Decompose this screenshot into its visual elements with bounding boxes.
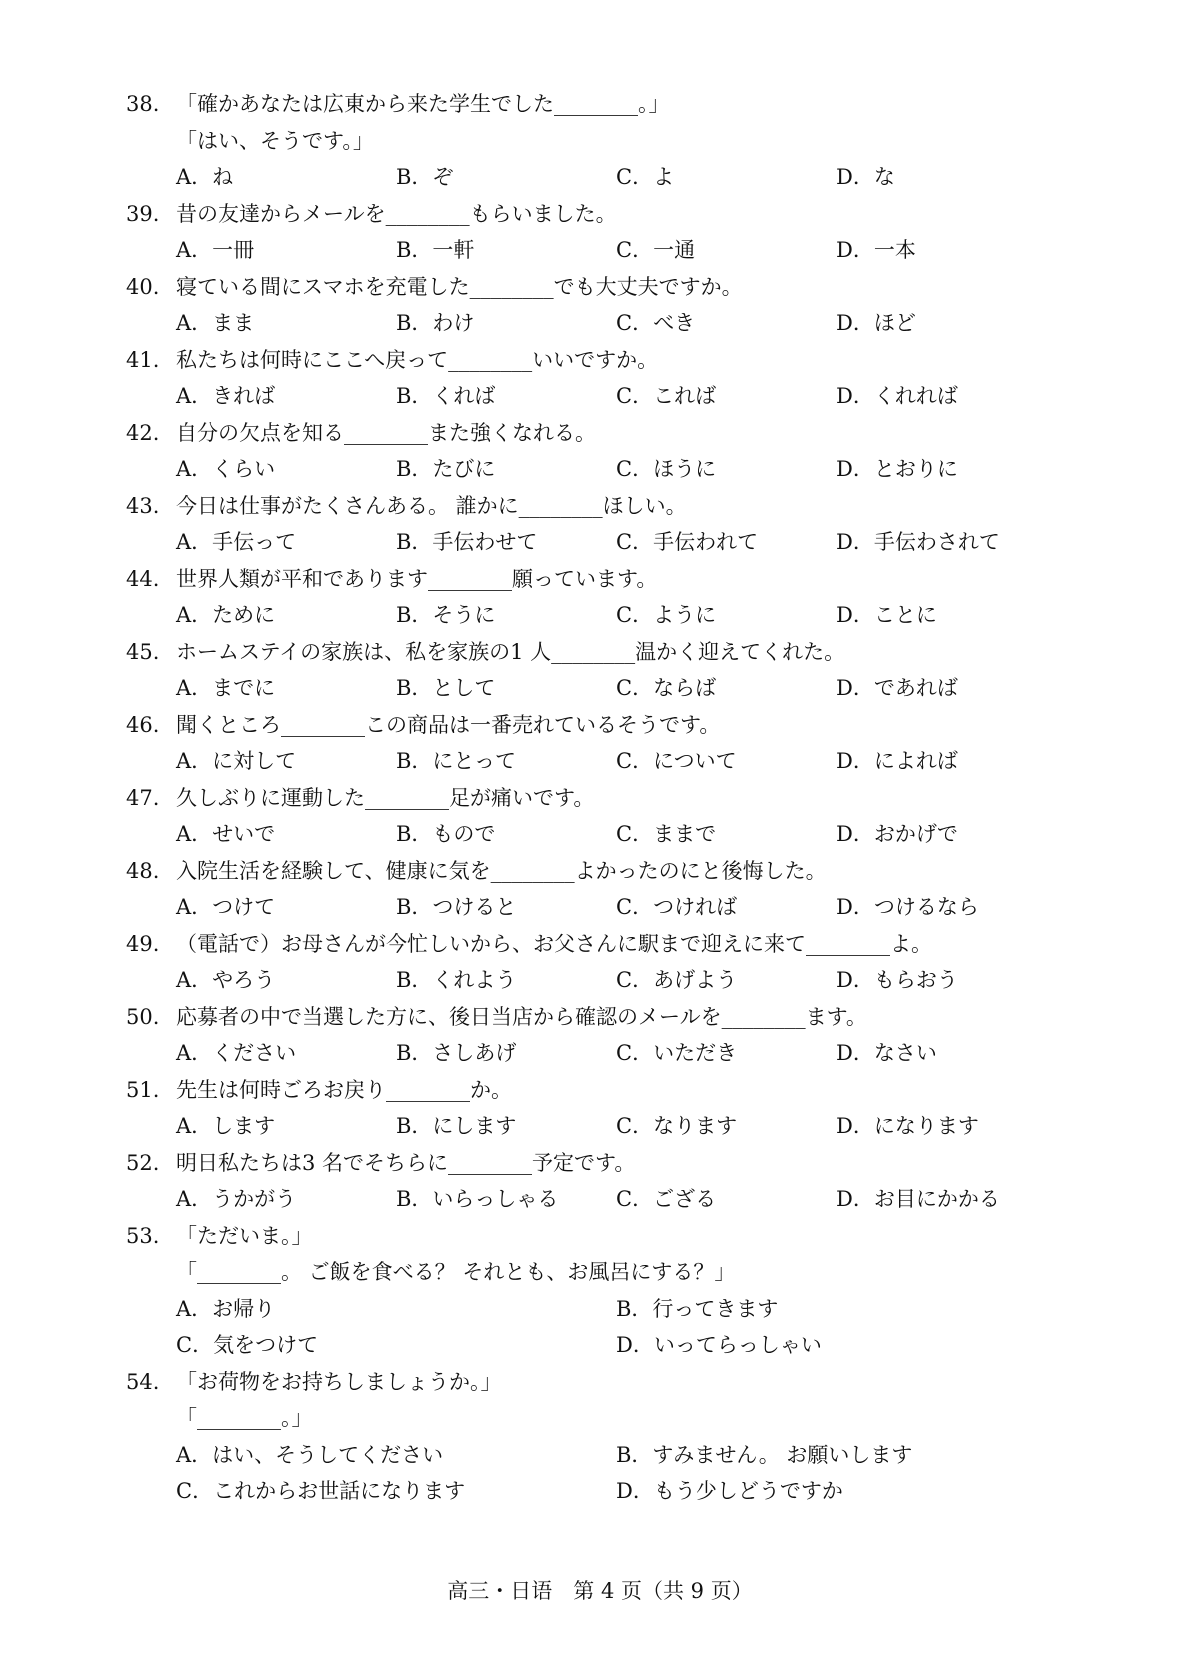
answer-option[interactable]: C．これからお世話になります xyxy=(176,1479,466,1503)
answer-option[interactable]: A．つけて xyxy=(176,895,276,919)
question-stem xyxy=(126,89,670,119)
answer-option[interactable]: C．つければ xyxy=(616,895,738,919)
answer-option[interactable]: B．つけると xyxy=(396,895,517,919)
answer-option[interactable]: B．わけ xyxy=(396,311,475,335)
question-text: 聞くところ________この商品は一番売れているそうです。 xyxy=(176,713,721,737)
options-row xyxy=(0,892,1200,922)
options-row xyxy=(0,1330,1200,1360)
answer-option[interactable]: D．もらおう xyxy=(836,968,958,992)
options-row xyxy=(0,965,1200,995)
answer-option[interactable]: B．くれば xyxy=(396,384,496,408)
options-row xyxy=(0,454,1200,484)
answer-option[interactable]: D．手伝わされて xyxy=(836,530,1000,554)
question-text: 私たちは何時にここへ戻って________いいですか。 xyxy=(176,348,659,372)
question-text: 久しぶりに運動した________足が痛いです。 xyxy=(176,786,595,810)
answer-option[interactable]: C．手伝われて xyxy=(616,530,759,554)
question-text: 先生は何時ごろお戻り________か。 xyxy=(176,1078,512,1102)
answer-option[interactable]: D．によれば xyxy=(836,749,958,773)
question-text: （電話で）お母さんが今忙しいから、お父さんに駅まで迎えに来て________よ。 xyxy=(176,932,932,956)
answer-option[interactable]: D．ことに xyxy=(836,603,937,627)
answer-option[interactable]: B．にします xyxy=(396,1114,517,1138)
page-footer: 高三・日语 第 4 页（共 9 页） xyxy=(447,1579,753,1603)
options-row xyxy=(0,1294,1200,1324)
options-row xyxy=(0,600,1200,630)
question-stem xyxy=(126,272,743,302)
answer-option[interactable]: A．手伝って xyxy=(176,530,297,554)
answer-option[interactable]: C．ござる xyxy=(616,1187,717,1211)
answer-option[interactable]: C．気をつけて xyxy=(176,1333,319,1357)
question-stem xyxy=(126,1075,512,1105)
question-stem xyxy=(126,929,932,959)
question-number: 38. xyxy=(126,92,160,116)
answer-option[interactable]: B．たびに xyxy=(396,457,496,481)
question-stem xyxy=(126,710,720,740)
answer-option[interactable]: A．ください xyxy=(176,1041,297,1065)
options-row xyxy=(0,1476,1200,1506)
question-text: 入院生活を経験して、健康に気を________よかったのにと後悔した。 xyxy=(176,859,827,883)
question-stem xyxy=(126,1367,502,1397)
question-stem xyxy=(126,345,658,375)
options-row xyxy=(0,381,1200,411)
answer-option[interactable]: D．な xyxy=(836,165,895,189)
options-row xyxy=(0,673,1200,703)
question-text: 今日は仕事がたくさんある。 誰かに________ほしい。 xyxy=(176,494,687,518)
answer-option[interactable]: D．であれば xyxy=(836,676,958,700)
answer-option[interactable]: A．ために xyxy=(176,603,276,627)
options-row xyxy=(0,1038,1200,1068)
question-text: 自分の欠点を知る________また強くなれる。 xyxy=(176,421,596,445)
question-text: ホームステイの家族は、私を家族の1 人________温かく迎えてくれた。 xyxy=(176,640,846,664)
question-number: 40. xyxy=(126,275,160,299)
answer-option[interactable]: C．について xyxy=(616,749,737,773)
answer-option[interactable]: B．行ってきます xyxy=(616,1297,779,1321)
question-text: 世界人類が平和であります________願っています。 xyxy=(176,567,658,591)
answer-option[interactable]: B．にとって xyxy=(396,749,517,773)
answer-option[interactable]: D．くれれば xyxy=(836,384,958,408)
answer-option[interactable]: D．になります xyxy=(836,1114,979,1138)
question-stem xyxy=(126,783,594,813)
question-stem xyxy=(126,856,827,886)
question-number: 43. xyxy=(126,494,160,518)
answer-option[interactable]: A．くらい xyxy=(176,457,276,481)
question-text: 「はい、そうです。」 xyxy=(176,129,374,153)
question-stem xyxy=(126,199,617,229)
answer-option[interactable]: D．お目にかかる xyxy=(836,1187,1000,1211)
question-number: 50. xyxy=(126,1005,160,1029)
question-number: 46. xyxy=(126,713,160,737)
answer-option[interactable]: B．すみません。 お願いします xyxy=(616,1443,913,1467)
answer-option[interactable]: D．つけるなら xyxy=(836,895,979,919)
answer-option[interactable]: A．までに xyxy=(176,676,276,700)
answer-option[interactable]: A．一冊 xyxy=(176,238,255,262)
answer-option[interactable]: C．これば xyxy=(616,384,717,408)
question-text: 「________。」 xyxy=(176,1406,313,1430)
answer-option[interactable]: C．ように xyxy=(616,603,717,627)
options-row xyxy=(0,746,1200,776)
answer-option[interactable]: B．ぞ xyxy=(396,165,454,189)
question-number: 52. xyxy=(126,1151,160,1175)
options-row xyxy=(0,1111,1200,1141)
answer-option[interactable]: D．なさい xyxy=(836,1041,937,1065)
answer-option[interactable]: C．よ xyxy=(616,165,675,189)
answer-option[interactable]: D．いってらっしゃい xyxy=(616,1333,822,1357)
answer-option[interactable]: A．します xyxy=(176,1114,276,1138)
question-text: 応募者の中で当選した方に、後日当店から確認のメールを________ます。 xyxy=(176,1005,867,1029)
answer-option[interactable]: B．として xyxy=(396,676,496,700)
answer-option[interactable]: C．あげよう xyxy=(616,968,738,992)
question-number: 45. xyxy=(126,640,160,664)
question-number: 44. xyxy=(126,567,160,591)
options-row xyxy=(0,162,1200,192)
answer-option[interactable]: A．ね xyxy=(176,165,234,189)
question-number: 47. xyxy=(126,786,160,810)
answer-option[interactable]: C．ならば xyxy=(616,676,717,700)
question-text: 「お荷物をお持ちしましょうか。」 xyxy=(176,1370,502,1394)
question-text: 昔の友達からメールを________もらいました。 xyxy=(176,202,617,226)
question-text: 「確かあなたは広東から来た学生でした________。」 xyxy=(176,92,670,116)
question-stem xyxy=(126,564,657,594)
answer-option[interactable]: A．きれば xyxy=(176,384,276,408)
question-stem xyxy=(126,1221,313,1251)
answer-option[interactable]: B．もので xyxy=(396,822,496,846)
answer-option[interactable]: D．ほど xyxy=(836,311,916,335)
options-row xyxy=(0,1440,1200,1470)
question-stem xyxy=(126,491,687,521)
question-stem xyxy=(126,418,596,448)
answer-option[interactable]: A．に対して xyxy=(176,749,297,773)
answer-option[interactable]: C．いただき xyxy=(616,1041,738,1065)
options-row xyxy=(0,527,1200,557)
question-number: 49. xyxy=(126,932,160,956)
answer-option[interactable]: D．おかげで xyxy=(836,822,958,846)
options-row xyxy=(0,235,1200,265)
question-number: 42. xyxy=(126,421,160,445)
answer-option[interactable]: C．べき xyxy=(616,311,696,335)
question-number: 54. xyxy=(126,1370,160,1394)
question-text: 「ただいま。」 xyxy=(176,1224,313,1248)
answer-option[interactable]: C．ままで xyxy=(616,822,717,846)
answer-option[interactable]: D．もう少しどうですか xyxy=(616,1479,843,1503)
answer-option[interactable]: C．一通 xyxy=(616,238,696,262)
question-stem xyxy=(126,1148,635,1178)
answer-option[interactable]: B．手伝わせて xyxy=(396,530,538,554)
question-text: 「________。 ご飯を食べる？ それとも、お風呂にする？」 xyxy=(176,1260,736,1284)
options-row xyxy=(0,1184,1200,1214)
question-number: 39. xyxy=(126,202,160,226)
question-number: 53. xyxy=(126,1224,160,1248)
answer-option[interactable]: C．なります xyxy=(616,1114,738,1138)
answer-option[interactable]: D．とおりに xyxy=(836,457,958,481)
answer-option[interactable]: B．いらっしゃる xyxy=(396,1187,559,1211)
question-number: 51. xyxy=(126,1078,160,1102)
answer-option[interactable]: A．せいで xyxy=(176,822,276,846)
answer-option[interactable]: D．一本 xyxy=(836,238,916,262)
question-number: 48. xyxy=(126,859,160,883)
answer-option[interactable]: B．そうに xyxy=(396,603,496,627)
answer-option[interactable]: C．ほうに xyxy=(616,457,717,481)
options-row xyxy=(0,819,1200,849)
question-text: 寝ている間にスマホを充電した________でも大丈夫ですか。 xyxy=(176,275,743,299)
answer-option[interactable]: A．はい、そうしてください xyxy=(176,1443,444,1467)
answer-option[interactable]: B．さしあげ xyxy=(396,1041,517,1065)
question-number: 41. xyxy=(126,348,160,372)
answer-option[interactable]: B．くれよう xyxy=(396,968,517,992)
options-row xyxy=(0,308,1200,338)
answer-option[interactable]: A．まま xyxy=(176,311,255,335)
question-stem xyxy=(126,1002,867,1032)
answer-option[interactable]: A．お帰り xyxy=(176,1297,276,1321)
answer-option[interactable]: B．一軒 xyxy=(396,238,475,262)
question-stem xyxy=(126,637,845,667)
question-text: 明日私たちは3 名でそちらに________予定です。 xyxy=(176,1151,636,1175)
answer-option[interactable]: A．うかがう xyxy=(176,1187,297,1211)
answer-option[interactable]: A．やろう xyxy=(176,968,276,992)
